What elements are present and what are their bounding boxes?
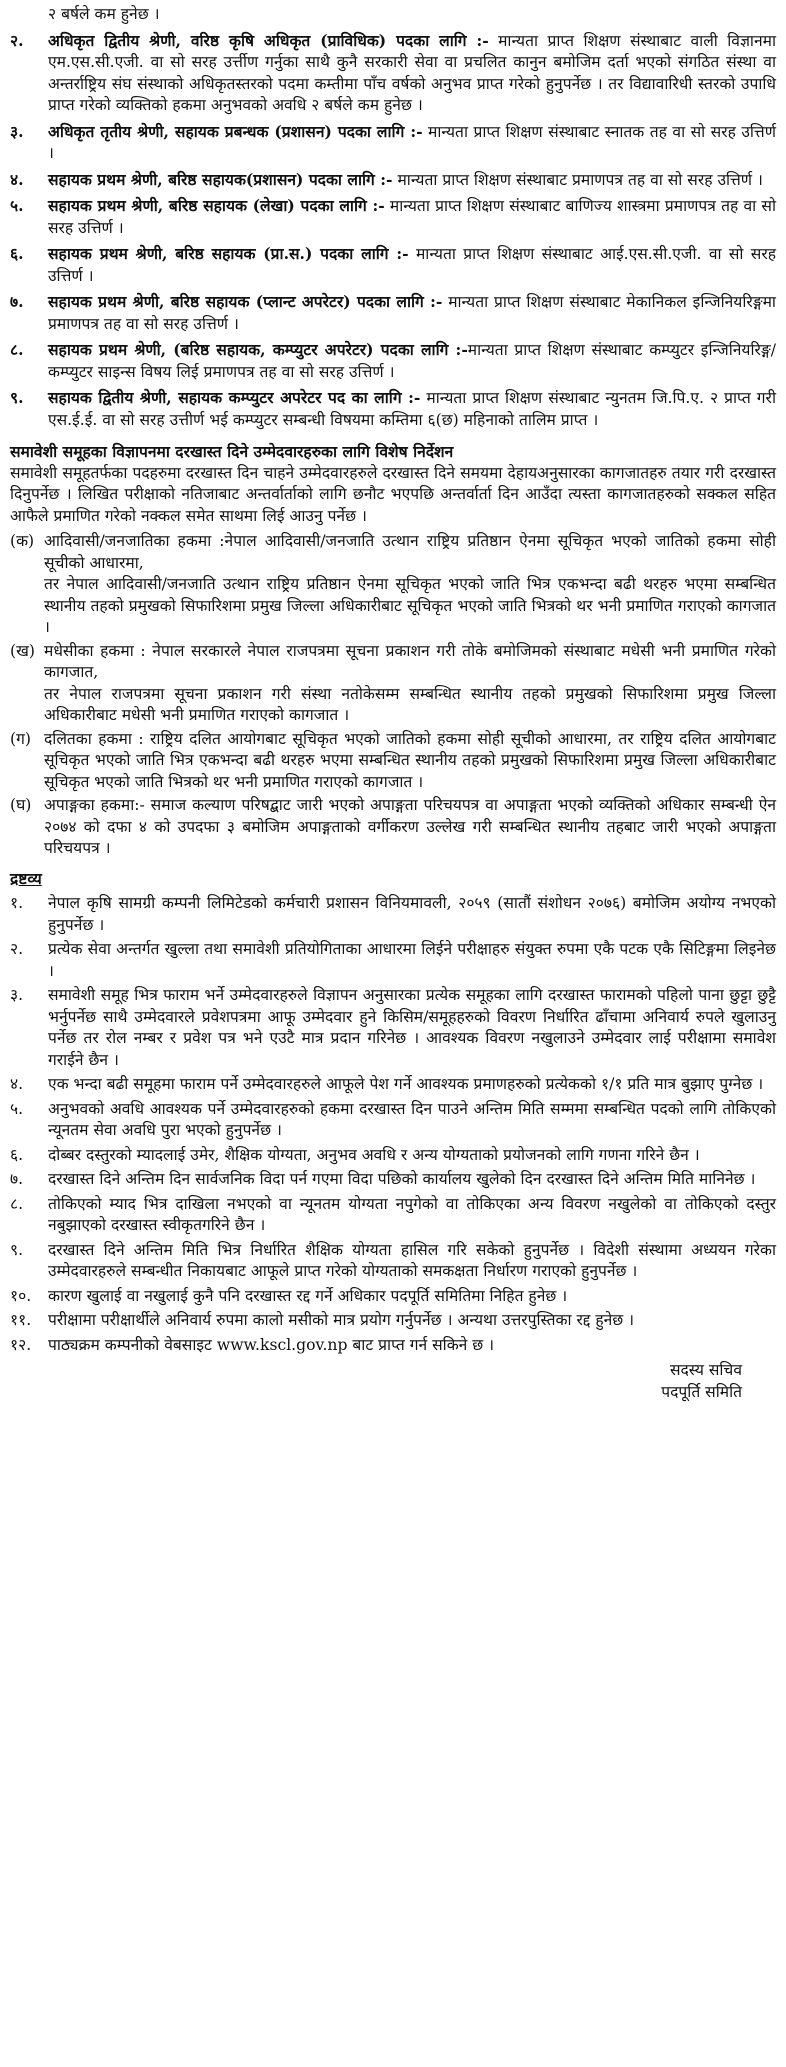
qualification-item-7 [10,291,776,335]
qualification-item-2 [10,30,776,117]
notes-title: द्रष्टव्य [10,868,42,888]
note-text: अनुभवको अवधि आवश्यक पर्ने उम्मेदवारहरुको हकमा दरखास्त दिन पाउने अन्तिम मिति सम्ममा सम्बन्धित पदको लागि तोकिएको न्यूनतम सेवा अवधि पुरा भएको हुनुपर्नेछ । [48,1099,776,1139]
note-text: दरखास्त दिने अन्तिम दिन सार्वजनिक विदा पर्न गएमा विदा पछिको कार्यालय खुलेको दिन दरखास्त दिने अन्तिम मिति मानिनेछ । [48,1170,756,1188]
note-text: नेपाल कृषि सामग्री कम्पनी लिमिटेडको कर्मचारी प्रशासन विनियमावली, २०५९ (सातौं संशोधन २०७६) बमोजिम अयोग्य नभएको हुनुपर्नेछ । [48,894,776,934]
note-text: प्रत्येक सेवा अन्तर्गत खुल्ला तथा समावेशी प्रतियोगिताका आधारमा लिईने परीक्षाहरु संयुक्त रुपमा एकै पटक एकै सिटिङ्गमा लिइनेछ । [48,940,776,980]
inclusive-sub-ka [10,531,776,639]
qualification-text: मान्यता प्राप्त शिक्षण संस्थाबाट मेकानिकल इन्जिनियरिङ्गमा प्रमाणपत्र तह वा सो सरह उत्तिर्ण । [48,293,776,333]
sub-label: (घ) [10,796,32,814]
note-item [10,893,776,936]
note-item [10,1169,776,1191]
note-text: समावेशी समूह भित्र फाराम भर्ने उम्मेदवारहरुले विज्ञापन अनुसारका प्रत्येक समूहका लागि दरखास्त फारामको पहिलो पाना छुट्टा छुट्टै भर्नुपर्नेछ साथै उम्मेदवारले प्रवेशपत्रमा आफू उम्मेदवार हुने किसिम/समूहहरुको विवरण निर्धारित ढाँचामा अनिवार्य रुपले खुलाउनु पर्नेछ तर रोल नम्बर र प्रवेश पत्र भने एउटै मात्र प्रदान गरिनेछ । आवश्यक विवरण नखुलाउने उम्मेदवार लाई परीक्षामा समावेश गराईने छैन । [48,986,776,1069]
inclusive-sub-kha [10,641,776,727]
note-number: १. [10,894,24,912]
sub-paragraph: दलितका हकमा : राष्ट्रिय दलित आयोगबाट सूचिकृत भएको जातिको हकमा सोही सूचीको आधारमा, तर राष्ट्रिय दलित आयोगबाट सूचिकृत भएको जाति भित्र एकभन्दा बढी थरहरु भएमा सम्बन्धित स्थानीय तहको प्रमुखको सिफारिशमा प्रमुख जिल्ला अधिकारीबाट सूचिकृत भएको जाति भित्रको थर भनी प्रमाणित गराएको कागजात । [44,729,776,791]
note-item [10,985,776,1071]
qualification-item-9 [10,387,776,431]
signature-designation: सदस्य सचिव [669,1361,742,1379]
qualification-text: मान्यता प्राप्त शिक्षण संस्थाबाट स्नातक तह वा सो सरह उत्तिर्ण । [48,122,776,162]
post-title: सहायक प्रथम श्रेणी, बरिष्ठ सहायक (लेखा) पदका लागि :- [48,196,385,215]
inclusive-sub-ga [10,729,776,794]
post-title: अधिकृत द्वितीय श्रेणी, वरिष्ठ कृषि अधिकृत (प्राविधिक) पदका लागि :- [48,30,489,50]
sub-label: (क) [10,532,35,550]
qualification-text: मान्यता प्राप्त शिक्षण संस्थाबाट आई.एस.सी.एजी. वा सो सरह उत्तिर्ण । [48,245,776,285]
item-number: २. [10,30,24,50]
inclusive-heading: समावेशी समूहका विज्ञापनमा दरखास्त दिने उम्मेदवारहरुका लागि विशेष निर्देशन [10,442,454,461]
post-title: सहायक प्रथम श्रेणी, बरिष्ठ सहायक(प्रशासन) पदका लागि :- [48,169,393,189]
note-text: दरखास्त दिने अन्तिम मिति भित्र निर्धारित शैक्षिक योग्यता हासिल गरि सकेको हुनुपर्नेछ । विदेशी संस्थामा अध्ययन गरेका उम्मेदवारहरुले सम्बन्धीत निकायबाट आफूले प्राप्त गरेको योग्यताको समकक्षता निर्धारण गराएको हुनुपर्नेछ । [48,1240,776,1280]
note-number: ५. [10,1099,24,1118]
note-number: ९. [10,1240,24,1259]
item-number: ६. [10,244,24,263]
item-number: ३. [10,121,24,141]
qualification-item-8 [10,339,776,383]
notes-list [10,893,776,1356]
item-number: ९. [10,388,24,407]
qualification-text: मान्यता प्राप्त शिक्षण संस्थाबाट न्युनतम जि.पि.ए. २ प्राप्त गरी एस.ई.ई. वा सो सरह उत्तीर्ण भई कम्प्युटर सम्बन्धी विषयमा कम्तिमा ६(छ) महिनाको तालिम प्राप्त । [48,389,776,429]
note-number: ३. [10,986,24,1004]
note-number: ११. [10,1311,32,1329]
qualification-item-3 [10,121,776,165]
sub-paragraph: मधेसीका हकमा : नेपाल सरकारले नेपाल राजपत्रमा सूचना प्रकाशन गरी तोके बमोजिमको संस्थाबाट मधेसी भनी प्रमाणित गरेको कागजात, [44,641,776,681]
sub-paragraph: आदिवासी/जनजातिका हकमा :नेपाल आदिवासी/जनजाति उत्थान राष्ट्रिय प्रतिष्ठान ऐनमा सूचिकृत भएको जातिको हकमा सोही सूचीको आधारमा, [44,532,776,572]
note-item [10,1194,776,1237]
note-item [10,1335,776,1357]
item-number: ८. [10,340,24,359]
qualification-item-4 [10,169,776,192]
note-number: १०. [10,1286,32,1305]
note-item [10,1286,776,1308]
inclusive-sub-gha [10,795,776,860]
qualification-text: मान्यता प्राप्त शिक्षण संस्थाबाट कम्प्युटर इन्जिनियरिङ्ग/कम्प्युटर साइन्स विषय लिई प्रमाणपत्र तह वा सो सरह उत्तिर्ण । [48,341,776,381]
note-number: ४. [10,1075,24,1093]
sub-paragraph: अपाङ्गका हकमा:- समाज कल्याण परिषद्बाट जारी भएको अपाङ्गता परिचयपत्र वा अपाङ्गता भएको व्यक्तिको अधिकार सम्बन्धी ऐन २०७४ को दफा ४ को उपदफा ३ बमोजिम अपाङ्गताको वर्गीकरण उल्लेख गरी सम्बन्धित स्थानीय तहबाट जारी भएको अपाङ्गता परिचयपत्र । [44,796,776,857]
post-title: अधिकृत तृतीय श्रेणी, सहायक प्रबन्धक (प्रशासन) पदका लागि :- [48,121,423,141]
note-item [10,1074,776,1096]
post-title: सहायक प्रथम श्रेणी, बरिष्ठ सहायक (प्लान्ट अपरेटर) पदका लागि :- [48,292,443,311]
note-text: दोब्बर दस्तुरको म्यादलाई उमेर, शैक्षिक योग्यता, अनुभव अवधि र अन्य योग्यताको प्रयोजनको लागि गणना गरिने छैन । [48,1145,700,1164]
continuation-text: २ बर्षले कम हुनेछ । [48,5,160,23]
note-text: पाठ्यक्रम कम्पनीको वेबसाइट www.kscl.gov.np बाट प्राप्त गर्न सकिने छ । [48,1335,495,1354]
note-item [10,1310,776,1332]
qualification-list [10,30,776,432]
note-text: तोकिएको म्याद भित्र दाखिला नभएको वा न्यूनतम योग्यता नपुगेको वा तोकिएका अन्य विवरण नखुलेको वा तोकिएको दस्तुर नबुझाएको दरखास्त स्वीकृतगरिने छैन । [48,1194,776,1234]
note-item [10,1099,776,1142]
item-number: ४. [10,169,24,189]
item-number: ५. [10,196,24,215]
note-number: ७. [10,1170,24,1188]
note-text: परीक्षामा परीक्षार्थीले अनिवार्य रुपमा कालो मसीको मात्र प्रयोग गर्नुपर्नेछ । अन्यथा उत्तरपुस्तिका रद्द हुनेछ । [48,1311,635,1329]
note-text: एक भन्दा बढी समूहमा फाराम पर्ने उम्मेदवारहरुले आफूले पेश गर्ने आवश्यक प्रमाणहरुको प्रत्येकको १/१ प्रति मात्र बुझाए पुग्नेछ । [48,1075,764,1093]
inclusive-intro: समावेशी समूहतर्फका पदहरुमा दरखास्त दिन चाहने उम्मेदवारहरुले दरखास्त दिने समयमा देहायअनुसारका कागजातहरु तयार गरी दरखास्त दिनुपर्नेछ । लिखित परीक्षाको नतिजाबाट अन्तर्वार्ताको लागि छनौट भएपछि अन्तर्वार्ता दिन आउँदा त्यस्ता कागजातहरुको सक्कल सहित आफैले प्रमाणित गरेको नक्कल समेत साथमा लिई आउनु पर्नेछ । [10,463,776,525]
post-title: सहायक प्रथम श्रेणी, बरिष्ठ सहायक (प्रा.स.) पदका लागि :- [48,244,409,263]
note-item [10,1240,776,1283]
note-number: ६. [10,1145,24,1164]
qualification-item-6 [10,243,776,287]
note-item [10,1145,776,1167]
note-number: ८. [10,1194,24,1213]
post-title: सहायक द्वितीय श्रेणी, सहायक कम्प्युटर अपरेटर पद का लागि :- [48,388,421,407]
note-number: १२. [10,1335,32,1354]
signature-committee: पदपूर्ति समिति [661,1382,742,1401]
qualification-text: मान्यता प्राप्त शिक्षण संस्थाबाट प्रमाणपत्र तह वा सो सरह उत्तिर्ण । [392,170,763,189]
note-item [10,939,776,982]
qualification-item-5 [10,195,776,239]
qualification-text: मान्यता प्राप्त शिक्षण संस्थाबाट वाली विज्ञानमा एम.एस.सी.एजी. वा सो सरह उर्त्तीण गर्नुका साथै कुनै सरकारी सेवा वा प्रचलित कानुन बमोजिम दर्ता भएको संगठित संस्था वा अन्तर्राष्ट्रिय संघ संस्थाको अधिकृतस्तरको पदमा कम्तीमा पाँच वर्षको अनुभव प्राप्त गरेको हुनुपर्नेछ । तर विद्यावारिधी स्तरको उपाधि प्राप्त गरेको व्यक्तिको हकमा अनुभवको अवधि २ बर्षले कम हुनेछ । [48,31,776,114]
sub-paragraph: तर नेपाल राजपत्रमा सूचना प्रकाशन गरी संस्था नतोकेसम्म सम्बन्धित स्थानीय तहको प्रमुखको सिफारिशमा प्रमुख जिल्ला अधिकारीबाट मधेसी भनी प्रमाणित गराएको कागजात । [44,684,776,724]
qualification-text: मान्यता प्राप्त शिक्षण संस्थाबाट बाणिज्य शास्त्रमा प्रमाणपत्र तह वा सो सरह उत्तिर्ण । [48,197,776,237]
note-text: कारण खुलाई वा नखुलाई कुनै पनि दरखास्त रद्द गर्ने अधिकार पदपूर्ति समितिमा निहित हुनेछ । [48,1286,568,1305]
post-title: सहायक प्रथम श्रेणी, (बरिष्ठ सहायक, कम्प्युटर अपरेटर) पदका लागि :- [48,340,468,359]
item-number: ७. [10,292,24,311]
sub-label: (ग) [10,729,31,748]
sub-paragraph: तर नेपाल आदिवासी/जनजाति उत्थान राष्ट्रिय प्रतिष्ठान ऐनमा सूचिकृत भएको जाति भित्र एकभन्दा बढी थरहरु भएमा सम्बन्धित स्थानीय तहको प्रमुखको सिफारिशमा प्रमुख जिल्ला अधिकारीबाट सूचिकृत भएको जाति भित्रको थर भनी प्रमाणित गराएको कागजात । [44,575,776,636]
note-number: २. [10,940,24,958]
signature-block [10,1360,776,1403]
sub-label: (ख) [10,641,35,660]
